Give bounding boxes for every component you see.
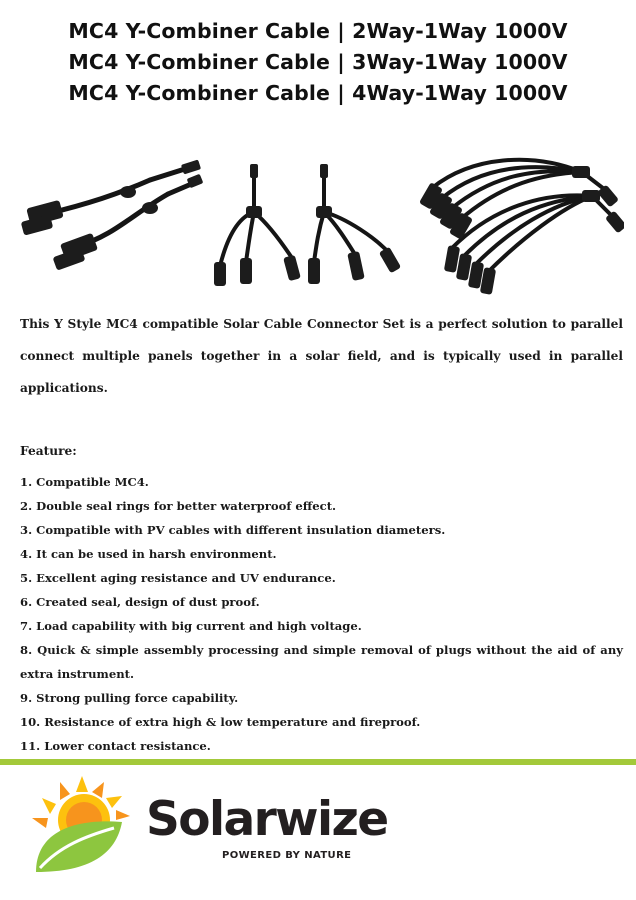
title-block xyxy=(0,16,636,109)
feature-item: 5. Excellent aging resistance and UV endurance. xyxy=(20,571,336,585)
footer-divider xyxy=(0,759,636,765)
feature-item: 4. It can be used in harsh environment. xyxy=(20,547,277,561)
title-3way: MC4 Y-Combiner Cable | 3Way-1Way 1000V xyxy=(68,50,568,74)
feature-item: 6. Created seal, design of dust proof. xyxy=(20,595,260,609)
feature-item: 1. Compatible MC4. xyxy=(20,475,149,489)
feature-item: 2. Double seal rings for better waterproof effect. xyxy=(20,499,337,513)
feature-item: 3. Compatible with PV cables with different insulation diameters. xyxy=(20,523,446,537)
y-combiner-2way-image xyxy=(18,154,204,284)
feature-item: 10. Resistance of extra high & low temperature and fireproof. xyxy=(20,715,421,729)
brand-tagline: POWERED BY NATURE xyxy=(222,850,352,861)
solarwize-sun-leaf-logo xyxy=(30,774,142,874)
feature-item: 9. Strong pulling force capability. xyxy=(20,691,239,705)
feature-item: 11. Lower contact resistance. xyxy=(20,739,211,753)
title-4way: MC4 Y-Combiner Cable | 4Way-1Way 1000V xyxy=(68,81,568,105)
y-combiner-3way-image xyxy=(206,162,406,290)
product-images xyxy=(14,148,626,298)
feature-item: 7. Load capability with big current and high voltage. xyxy=(20,619,362,633)
feature-item: 8. Quick & simple assembly processing and simple removal of plugs without the aid of any extra instrument. xyxy=(20,643,623,681)
y-combiner-4way-image xyxy=(412,148,624,298)
feature-heading: Feature: xyxy=(20,444,77,458)
brand-name: Solarwize xyxy=(146,792,388,847)
feature-list xyxy=(20,470,623,758)
title-2way: MC4 Y-Combiner Cable | 2Way-1Way 1000V xyxy=(68,19,568,43)
product-description: This Y Style MC4 compatible Solar Cable Connector Set is a perfect solution to parallel connect multiple panels together in a solar field, and is typically used in parallel applications. xyxy=(20,317,623,395)
